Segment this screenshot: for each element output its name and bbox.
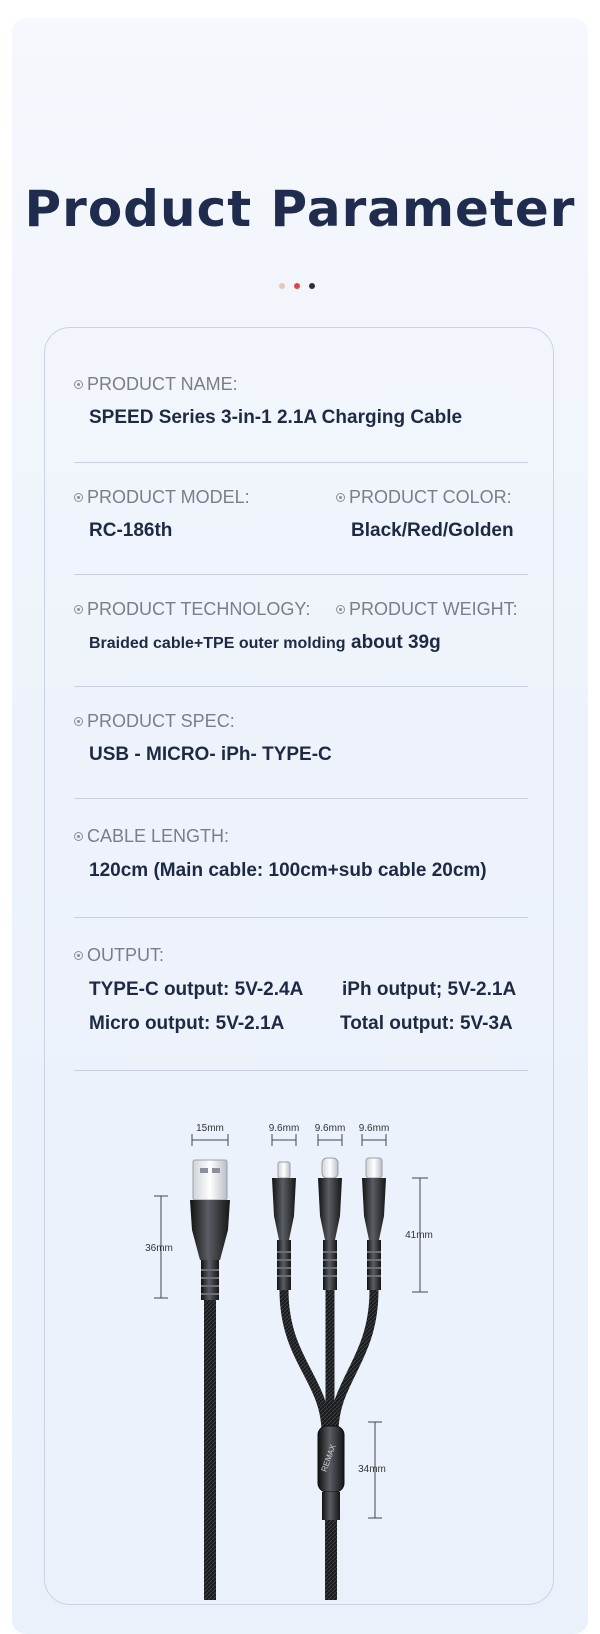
iph-output-value: iPh output; 5V-2.1A bbox=[342, 979, 517, 1000]
target-icon bbox=[74, 951, 83, 960]
splitter-height-dimension bbox=[358, 1422, 386, 1518]
product-spec-label bbox=[74, 711, 235, 732]
type-c-tip bbox=[318, 1158, 342, 1290]
product-weight-label bbox=[336, 599, 518, 620]
product-name-label bbox=[74, 374, 238, 395]
tip-height-dimension bbox=[405, 1178, 433, 1292]
product-model-value: RC-186th bbox=[89, 520, 173, 541]
product-spec-label-text: PRODUCT SPEC: bbox=[87, 711, 235, 731]
typec-output-value: TYPE-C output: 5V-2.4A bbox=[89, 979, 304, 1000]
tip-height-text: 41mm bbox=[405, 1230, 433, 1241]
page-title: Product Parameter bbox=[24, 180, 576, 238]
dot-icon bbox=[279, 283, 285, 289]
product-weight-value: about 39g bbox=[351, 632, 441, 653]
cable-length-label-text: CABLE LENGTH: bbox=[87, 826, 230, 846]
product-technology-label bbox=[74, 599, 310, 620]
splitter-height-text: 34mm bbox=[358, 1464, 386, 1475]
product-color-label bbox=[336, 487, 512, 508]
cable-length-value: 120cm (Main cable: 100cm+sub cable 20cm) bbox=[89, 860, 487, 881]
usb-width-dimension bbox=[192, 1123, 228, 1146]
divider bbox=[74, 462, 528, 463]
divider bbox=[74, 1070, 528, 1071]
target-icon bbox=[74, 493, 83, 502]
product-model-label-text: PRODUCT MODEL: bbox=[87, 487, 250, 507]
target-icon bbox=[74, 717, 83, 726]
sub-cables bbox=[284, 1290, 374, 1432]
dot-icon bbox=[294, 283, 300, 289]
usb-a-connector bbox=[190, 1160, 230, 1600]
product-technology-value: Braided cable+TPE outer molding bbox=[89, 635, 346, 652]
tip-width-text: 9.6mm bbox=[358, 1123, 390, 1134]
product-technology-label-text: PRODUCT TECHNOLOGY: bbox=[87, 599, 311, 619]
divider bbox=[74, 917, 528, 918]
micro-usb-tip bbox=[272, 1162, 296, 1290]
cable-illustration bbox=[100, 1120, 530, 1610]
output-label bbox=[74, 945, 164, 966]
target-icon bbox=[74, 832, 83, 841]
divider bbox=[74, 798, 528, 799]
dot-icon bbox=[309, 283, 315, 289]
usb-width-text: 15mm bbox=[196, 1123, 224, 1134]
splitter bbox=[318, 1426, 344, 1600]
tip-width-text: 9.6mm bbox=[268, 1123, 300, 1134]
tip-width-text: 9.6mm bbox=[314, 1123, 346, 1134]
output-label-text: OUTPUT: bbox=[87, 945, 165, 965]
target-icon bbox=[74, 605, 83, 614]
total-output-value: Total output: 5V-3A bbox=[340, 1013, 513, 1034]
micro-output-value: Micro output: 5V-2.1A bbox=[89, 1013, 285, 1034]
product-color-value: Black/Red/Golden bbox=[351, 520, 514, 541]
usb-height-text: 36mm bbox=[145, 1243, 173, 1254]
product-name-value: SPEED Series 3-in-1 2.1A Charging Cable bbox=[89, 407, 463, 428]
lightning-tip bbox=[362, 1158, 386, 1290]
target-icon bbox=[336, 605, 345, 614]
product-name-label-text: PRODUCT NAME: bbox=[87, 374, 238, 394]
brand-text: REMAX bbox=[319, 1443, 338, 1474]
product-weight-label-text: PRODUCT WEIGHT: bbox=[349, 599, 518, 619]
target-icon bbox=[336, 493, 345, 502]
divider bbox=[74, 574, 528, 575]
product-model-label bbox=[74, 487, 250, 508]
product-color-label-text: PRODUCT COLOR: bbox=[349, 487, 512, 507]
tip-width-dimensions bbox=[269, 1123, 390, 1146]
usb-height-dimension bbox=[145, 1196, 173, 1298]
target-icon bbox=[74, 380, 83, 389]
product-spec-value: USB - MICRO- iPh- TYPE-C bbox=[89, 744, 332, 765]
cable-length-label bbox=[74, 826, 229, 847]
divider bbox=[74, 686, 528, 687]
